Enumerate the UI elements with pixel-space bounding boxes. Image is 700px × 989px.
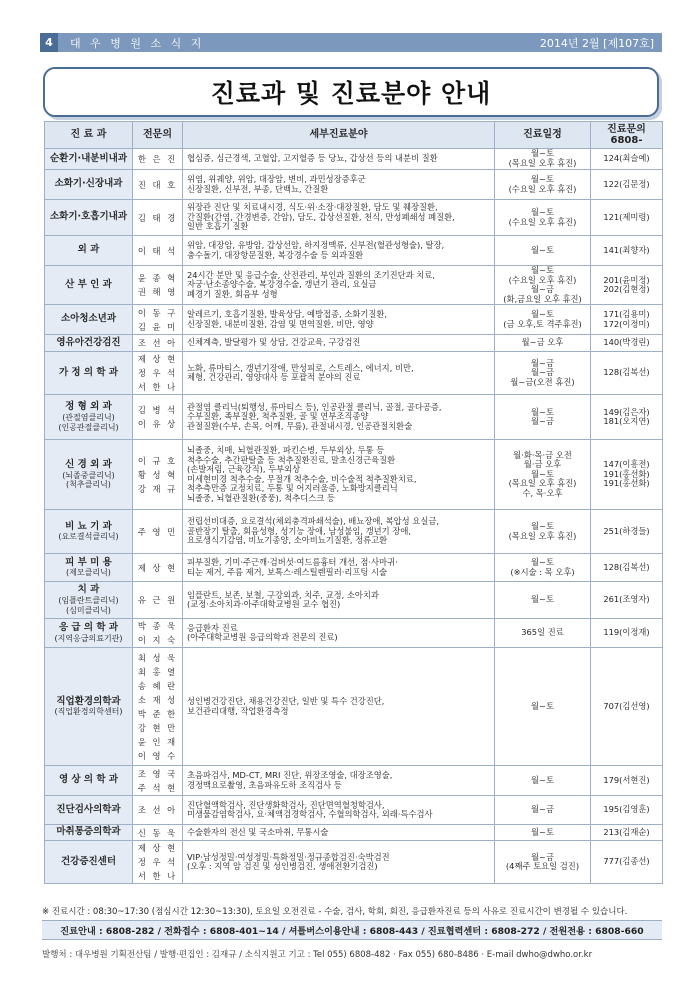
phone-cell: 179(서현진) — [591, 766, 663, 796]
dept-cell — [45, 149, 133, 170]
phone-cell: 251(하경들) — [591, 510, 663, 554]
dept-cell — [45, 335, 133, 352]
dept-name: 직업환경의학과 — [56, 695, 121, 707]
schedule-cell: 월~토 (※시술 : 목 오후) — [495, 554, 591, 582]
doctor-name: 주 영 민 — [137, 526, 178, 537]
table-row — [45, 305, 663, 335]
phone-cell: 121(제미령) — [591, 200, 663, 236]
page-title: 진료과 및 진료분야 안내 — [210, 79, 492, 108]
schedule-cell: 월~토 (수요일 오후 휴진) 월~금 (화,금요일 오후 휴진) — [495, 266, 591, 305]
dept-cell — [45, 352, 133, 395]
schedule-cell: 월~금 월~금 월~금(오전 휴진) — [495, 352, 591, 395]
doctor-cell — [133, 352, 183, 395]
doctor-name: 강 현 만 — [137, 722, 178, 733]
table-row — [45, 554, 663, 582]
detail-cell: 협심증, 심근경색, 고혈압, 고지혈증 등 당뇨, 갑상선 등의 내분비 질환 — [183, 149, 495, 170]
dept-cell — [45, 796, 133, 825]
phone-cell: 195(김영훈) — [591, 796, 663, 825]
dept-name: 외 과 — [77, 244, 100, 256]
doctor-name: 이 규 호 — [137, 455, 178, 466]
doctor-cell — [133, 510, 183, 554]
schedule-cell: 월~토 (금 오후,토 격주휴진) — [495, 305, 591, 335]
dept-name: 비 뇨 기 과 — [65, 520, 112, 532]
dept-name: 영 상 의 학 과 — [58, 774, 119, 786]
table-row — [45, 648, 663, 766]
dept-name: 치 과 — [77, 584, 100, 596]
phone-cell: 124(최슬예) — [591, 149, 663, 170]
dept-cell — [45, 266, 133, 305]
doctor-name: 김 윤 미 — [137, 321, 178, 332]
phone-cell: 119(이정재) — [591, 619, 663, 648]
dept-name: 진단검사의학과 — [56, 803, 121, 815]
doctor-name: 주 석 현 — [137, 782, 178, 793]
table-row — [45, 440, 663, 510]
table-row — [45, 825, 663, 841]
phone-cell: 128(김복선) — [591, 352, 663, 395]
doctor-cell — [133, 841, 183, 884]
phone-cell: 128(김복선) — [591, 554, 663, 582]
detail-cell: 위염, 위궤양, 위암, 대장암, 변비, 과민성장증후군 신장질환, 신부전, 부종, 단백뇨, 간질환 — [183, 170, 495, 200]
page-number: 4 — [40, 33, 58, 52]
department-table — [44, 121, 663, 884]
dept-name: 마취통증의학과 — [56, 826, 121, 838]
publisher-info: 발행처 : 대우병원 기획전산팀 / 발행·편집인 : 김재규 / 소식지원고 기고 : Tel 055) 6808-482 · Fax 055) 680-8486 · E-mail dwho@dwho.or.kr — [42, 950, 593, 960]
phone-cell: 149(김은자) 181(오지연) — [591, 395, 663, 440]
schedule-cell: 월~금 (4째주 토요일 검진) — [495, 841, 591, 884]
dept-name: 순환기·내분비내과 — [49, 152, 128, 164]
doctor-name: 황 성 혁 — [137, 469, 178, 480]
doctor-cell — [133, 554, 183, 582]
dept-cell — [45, 395, 133, 440]
doctor-name: 이 동 구 — [137, 307, 178, 318]
dept-name: 가 정 의 학 과 — [58, 366, 119, 378]
table-row — [45, 841, 663, 884]
doctor-name: 이 유 상 — [137, 419, 178, 430]
dept-cell — [45, 554, 133, 582]
table-row — [45, 395, 663, 440]
doctor-cell — [133, 305, 183, 335]
col-header-doctor: 전문의 — [133, 122, 183, 149]
contact-bar: 진료안내 : 6808-282 / 전화접수 : 6808-401~14 / 셔틀버스이용안내 : 6808-443 / 진료협력센터 : 6808-272 / 전원전용 : 6808-660 — [42, 920, 662, 940]
table-row — [45, 149, 663, 170]
schedule-cell: 월~토 — [495, 825, 591, 841]
table-row — [45, 582, 663, 619]
table-row — [45, 619, 663, 648]
table-header-row — [45, 122, 663, 149]
dept-name: 산 부 인 과 — [65, 278, 112, 290]
phone-cell: 777(김종선) — [591, 841, 663, 884]
dept-cell — [45, 619, 133, 648]
detail-cell: 관절염 클리닉(퇴행성, 류마티스 등), 인공관절 클리닉, 골절, 골다공증, 수부질환, 족부질환, 척추질환, 골 및 연부조직종양 관절질환(수부, 손목, 어깨, 무릎), 관절내시경, 인공관절치환술 — [183, 395, 495, 440]
dept-cell — [45, 766, 133, 796]
dept-name: 소화기·호흡기내과 — [49, 211, 128, 223]
doctor-cell — [133, 149, 183, 170]
doctor-name: 조 선 아 — [137, 338, 178, 349]
detail-cell: 진단혈액학검사, 진단생화학검사, 진단면역혈청학검사, 미생물감염학검사, 요·체액검경학검사, 수혈의학검사, 외래·특수검사 — [183, 796, 495, 825]
doctor-cell — [133, 825, 183, 841]
doctor-cell — [133, 200, 183, 236]
doctor-name: 제 상 현 — [137, 843, 178, 854]
newsletter-name: 대 우 병 원 소 식 지 — [70, 36, 205, 50]
detail-cell: 임플란트, 보존, 보철, 구강외과, 치주, 교정, 소아치과 (교정·소아치과·아주대학교병원 교수 협진) — [183, 582, 495, 619]
doctor-name: 강 재 규 — [137, 483, 178, 494]
table-row — [45, 200, 663, 236]
doctor-name: 제 상 현 — [137, 562, 178, 573]
phone-cell: 707(김선영) — [591, 648, 663, 766]
schedule-cell: 월~토 월~금 — [495, 395, 591, 440]
schedule-cell: 월~금 오후 — [495, 335, 591, 352]
dept-subtitle: (관절염클리닉) (인공관절클리닉) — [58, 413, 119, 432]
schedule-cell: 월~토 — [495, 236, 591, 266]
dept-cell — [45, 200, 133, 236]
dept-subtitle: (뇌졸중클리닉) (척추클리닉) — [62, 470, 115, 490]
dept-subtitle: (요로결석클리닉) — [58, 532, 119, 542]
doctor-cell — [133, 266, 183, 305]
table-row — [45, 352, 663, 395]
doctor-name: 이 지 숙 — [137, 635, 178, 646]
detail-cell: 전립선비대증, 요로결석(체외충격파쇄석술), 배뇨장애, 복압성 요실금, 골반장기 탈출, 회음성형, 성기능 장애, 남성불임, 갱년기 장애, 요로생식기감염, 비뇨기종양, 소아비뇨기질환, 정류고환 — [183, 510, 495, 554]
doctor-name: 정 우 석 — [137, 857, 178, 868]
dept-name: 건강증진센터 — [60, 855, 117, 867]
dept-cell — [45, 510, 133, 554]
detail-cell: 성인병건강진단, 채용건강진단, 일반 및 특수 건강진단, 보건관리대행, 작업환경측정 — [183, 648, 495, 766]
dept-name: 신 경 외 과 — [65, 458, 112, 470]
dept-name: 응 급 의 학 과 — [58, 622, 119, 634]
table-row — [45, 510, 663, 554]
doctor-name: 최 홍 열 — [137, 666, 178, 677]
dept-cell — [45, 648, 133, 766]
doctor-name: 이 영 수 — [137, 750, 178, 761]
detail-cell: 24시간 분만 및 응급수술, 산전관리, 부인과 질환의 조기진단과 치료, 자궁·난소종양수술, 복강경수술, 갱년기 관리, 요실금 폐경기 질환, 회음부 성형 — [183, 266, 495, 305]
doctor-name: 신 동 욱 — [137, 827, 178, 838]
doctor-cell — [133, 395, 183, 440]
dept-cell — [45, 440, 133, 510]
phone-cell: 140(박경린) — [591, 335, 663, 352]
phone-cell: 201(윤미정) 202(김현정) — [591, 266, 663, 305]
table-row — [45, 266, 663, 305]
schedule-cell: 월~토 — [495, 648, 591, 766]
detail-cell: 위암, 대장암, 유방암, 갑상선암, 하지정맥류, 신부전(혈관성형술), 탈장, 충수돌기, 대장항문질환, 복강경수술 등 외과질환 — [183, 236, 495, 266]
dept-name: 영유아건강검진 — [56, 336, 121, 348]
phone-cell: 122(김문정) — [591, 170, 663, 200]
dept-cell — [45, 825, 133, 841]
dept-cell — [45, 305, 133, 335]
schedule-cell: 365일 진료 — [495, 619, 591, 648]
dept-subtitle: (제모클리닉) — [66, 568, 111, 578]
phone-cell: 171(김용미) 172(이정미) — [591, 305, 663, 335]
detail-cell: 알레르기, 호흡기질환, 발육상담, 예방접종, 소화기질환, 신장질환, 내분비질환, 감염 및 면역질환, 비만, 영양 — [183, 305, 495, 335]
schedule-cell: 월·화·목·금 오전 월·금 오후 월~토 (목요일 오후 휴진) 수, 목·오후 — [495, 440, 591, 510]
hours-note: ※ 진료시간 : 08:30~17:30 (점심시간 12:30~13:30), 토요일 오전진료 - 수술, 검사, 학회, 회진, 응급환자진료 등의 사유로 진료시간이 변경될 수 있습니다. — [42, 907, 628, 917]
doctor-name: 진 대 호 — [137, 179, 178, 190]
table-row — [45, 335, 663, 352]
schedule-cell: 월~토 — [495, 582, 591, 619]
doctor-cell — [133, 648, 183, 766]
doctor-name: 서 한 나 — [137, 871, 178, 882]
dept-cell — [45, 236, 133, 266]
doctor-name: 권 해 영 — [137, 287, 178, 298]
detail-cell: VIP·남성정밀·여성정밀·특화정밀·정규종합검진·숙박검진 (오후 : 지역 암 검진 및 성인병검진, 생애전환기검진) — [183, 841, 495, 884]
col-header-schedule: 진료일정 — [495, 122, 591, 149]
doctor-name: 정 우 석 — [137, 368, 178, 379]
phone-header-code: 6808- — [610, 135, 643, 146]
table-row — [45, 766, 663, 796]
phone-cell: 147(이흥전) 191(홍선화) 191(홍선화) — [591, 440, 663, 510]
detail-cell: 위장관 진단 및 치료내시경, 식도·위·소장·대장질환, 담도 및 췌장질환, 간질환(간염, 간경변증, 간암), 담도, 갑상선질환, 천식, 만성폐쇄성 폐질환, 일반 호흡기 질환 — [183, 200, 495, 236]
doctor-name: 최 성 욱 — [137, 652, 178, 663]
detail-cell: 초음파검사, MD-CT, MRI 진단, 위장조영술, 대장조영술, 경정맥요로촬영, 초음파유도하 조직검사 등 — [183, 766, 495, 796]
doctor-cell — [133, 582, 183, 619]
doctor-name: 김 태 경 — [137, 212, 178, 223]
table-row — [45, 170, 663, 200]
dept-subtitle: (지역응급의료기관) — [54, 633, 123, 643]
doctor-cell — [133, 170, 183, 200]
detail-cell: 피부질환, 기미·주근깨·검버섯·여드름흉터 개선, 점·사마귀· 티눈 제거, 주름 제거, 보톡스·레스틸렌필러·리프팅 시술 — [183, 554, 495, 582]
detail-cell: 응급환자 진료 (아주대학교병원 응급의학과 전문의 진료) — [183, 619, 495, 648]
table-body — [45, 149, 663, 884]
dept-cell — [45, 170, 133, 200]
doctor-cell — [133, 619, 183, 648]
doctor-name: 한 은 진 — [137, 154, 178, 164]
doctor-name: 조 영 국 — [137, 768, 178, 779]
doctor-name: 유 근 원 — [137, 595, 178, 606]
detail-cell: 수술환자의 전신 및 국소마취, 무통시술 — [183, 825, 495, 841]
col-header-phone — [591, 122, 663, 149]
doctor-cell — [133, 796, 183, 825]
detail-cell: 뇌졸중, 치매, 뇌혈관질환, 파킨슨병, 두부외상, 두통 등 척추수술, 추간판탈출 등 척추질환진료, 말초신경근육질환 (손발저림, 근육강직), 두부외상 미세현미경 척추수술, 무절개 척추수술, 비수술적 척추질환치료, 척추측만증 교정치료, 두통 및 어지러움증, 노화방지클리닉 뇌졸중, 뇌혈관질환(중풍), 척추디스크 등 — [183, 440, 495, 510]
doctor-name: 서 한 나 — [137, 382, 178, 393]
dept-subtitle: (임플란트클리닉) (심미클리닉) — [58, 596, 119, 615]
schedule-cell: 월~토 (수요일 오후 휴진) — [495, 200, 591, 236]
dept-name: 피 부 미 용 — [65, 556, 112, 568]
doctor-cell — [133, 766, 183, 796]
schedule-cell: 월~토 (목요일 오후 휴진) — [495, 149, 591, 170]
page-header — [40, 33, 662, 52]
schedule-cell: 월~토 (목요일 오후 휴진) — [495, 510, 591, 554]
dept-name: 소화기·신장내과 — [54, 178, 123, 190]
doctor-cell — [133, 335, 183, 352]
table-row — [45, 796, 663, 825]
col-header-detail: 세부진료분야 — [183, 122, 495, 149]
doctor-cell — [133, 440, 183, 510]
doctor-name: 제 상 현 — [137, 354, 178, 365]
phone-cell: 141(최향자) — [591, 236, 663, 266]
schedule-cell: 월~토 (수요일 오후 휴진) — [495, 170, 591, 200]
dept-subtitle: (직업환경의학센터) — [54, 707, 123, 717]
doctor-name: 박 준 한 — [137, 708, 178, 719]
table-row — [45, 236, 663, 266]
dept-cell — [45, 582, 133, 619]
detail-cell: 신체계측, 발달평가 및 상담, 건강교육, 구강검진 — [183, 335, 495, 352]
dept-cell — [45, 841, 133, 884]
detail-cell: 노화, 류마티스, 갱년기장애, 만성피로, 스트레스, 에너지, 비만, 체형, 건강관리, 영양대사 등 포괄적 분야의 진료 — [183, 352, 495, 395]
phone-cell: 213(김재순) — [591, 825, 663, 841]
doctor-name: 이 태 석 — [137, 245, 178, 256]
schedule-cell: 월~토 — [495, 766, 591, 796]
dept-name: 정 형 외 과 — [65, 401, 112, 413]
doctor-cell — [133, 236, 183, 266]
dept-name: 소아청소년과 — [60, 313, 117, 325]
doctor-name: 윤 종 혁 — [137, 273, 178, 284]
schedule-cell: 월~금 — [495, 796, 591, 825]
phone-header-title: 진료문의 — [607, 123, 646, 135]
phone-cell: 261(조영자) — [591, 582, 663, 619]
doctor-name: 송 혜 란 — [137, 680, 178, 691]
doctor-name: 박 종 욱 — [137, 621, 178, 632]
col-header-dept: 진 료 과 — [45, 122, 133, 149]
doctor-name: 조 선 아 — [137, 805, 178, 816]
doctor-name: 소 재 성 — [137, 694, 178, 705]
issue-info: 2014년 2월 [제107호] — [539, 36, 654, 50]
doctor-name: 윤 인 재 — [137, 736, 178, 747]
doctor-name: 김 병 석 — [137, 405, 178, 416]
title-box — [43, 67, 659, 117]
